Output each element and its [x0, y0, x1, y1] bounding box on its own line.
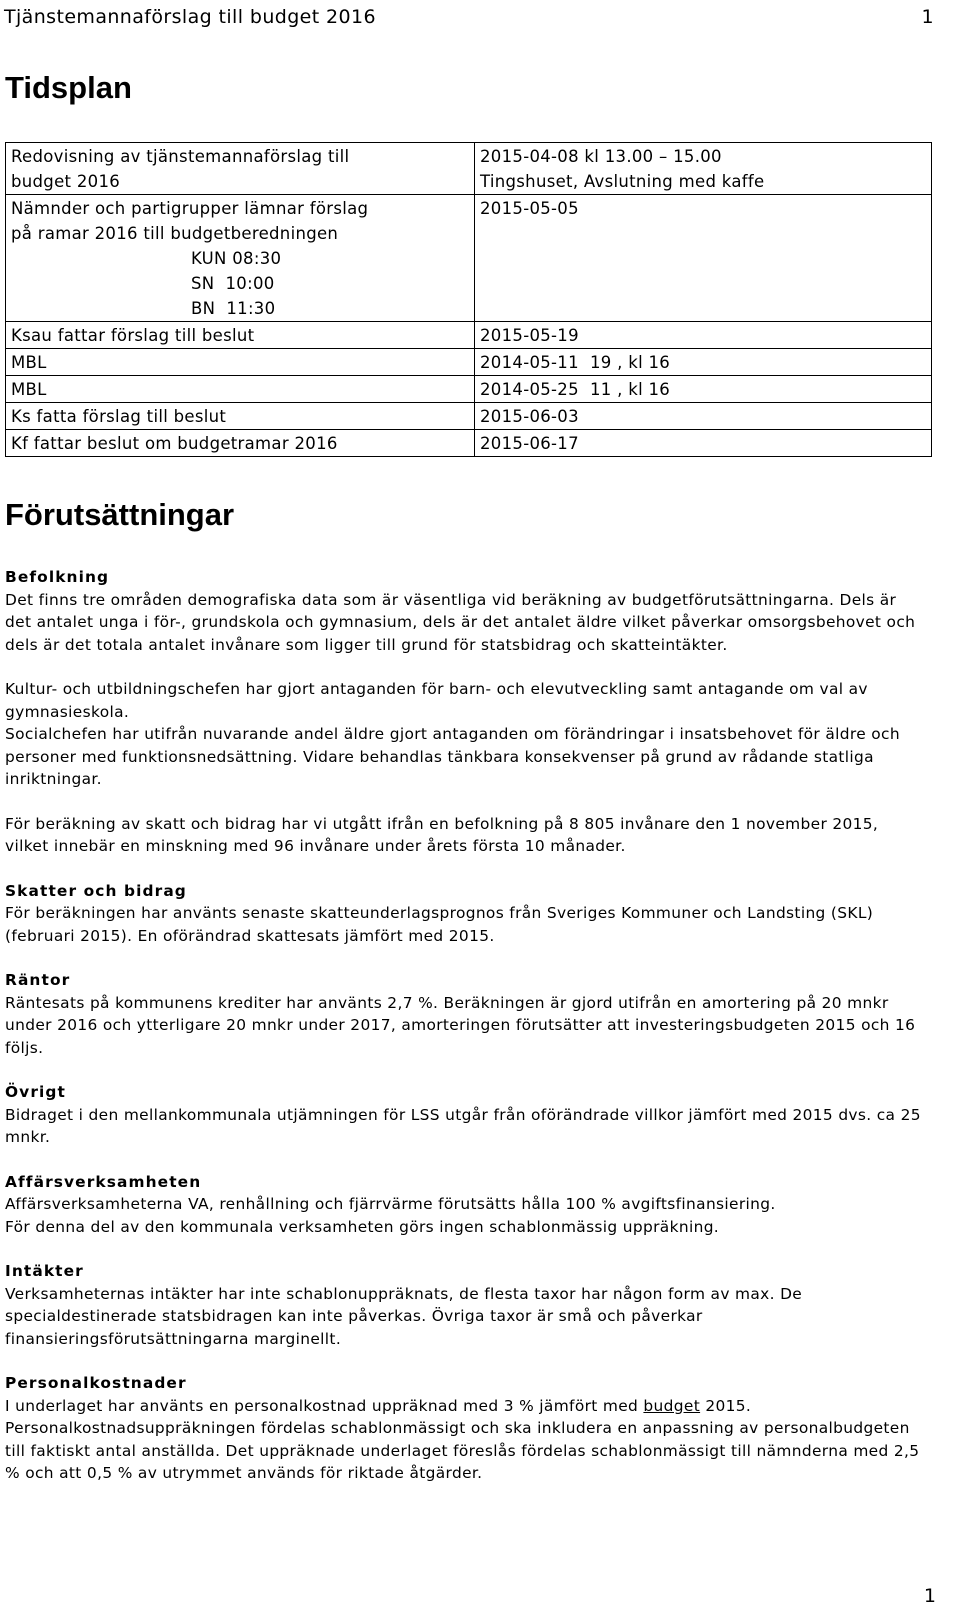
- table-cell: 2014-05-11 19 , kl 16: [475, 349, 932, 376]
- paragraph: Kultur- och utbildningschefen har gjort antaganden för barn- och elevutveckling samt antagande om val av gymnasieskola.: [5, 680, 868, 721]
- cell-line: 2015-05-05: [480, 199, 579, 218]
- section-title-personalkostnader: Personalkostnader: [5, 1374, 187, 1392]
- cell-line: KUN 08:30: [191, 249, 282, 268]
- table-row: [6, 376, 932, 403]
- footer-page-number: 1: [923, 1585, 936, 1607]
- cell-line: 2015-04-08 kl 13.00 – 15.00: [480, 147, 722, 166]
- section-title-intakter: Intäkter: [5, 1262, 84, 1280]
- paragraph: För beräkning av skatt och bidrag har vi utgått ifrån en befolkning på 8 805 invånare den 1 november 2015, vilket innebär en minskning med 96 invånare under årets första 10 månader.: [5, 814, 879, 855]
- table-cell: [475, 143, 932, 195]
- header-page-number: 1: [921, 6, 934, 28]
- section-title-affarsverksamheten: Affärsverksamheten: [5, 1172, 202, 1191]
- heading-tidsplan: Tidsplan: [5, 70, 132, 105]
- table-cell: Kf fattar beslut om budgetramar 2016: [6, 430, 475, 457]
- cell-line: BN 11:30: [191, 299, 276, 318]
- schedule-table: [5, 142, 932, 457]
- document-header: [4, 6, 934, 38]
- paragraph: Affärsverksamheterna VA, renhållning och fjärrvärme förutsätts hålla 100 % avgiftsfinansiering.: [5, 1195, 776, 1213]
- section-title-skatter: Skatter och bidrag: [5, 881, 187, 900]
- table-cell: MBL: [6, 349, 475, 376]
- paragraph: Räntesats på kommunens krediter har använts 2,7 %. Beräkningen är gjord utifrån en amortering på 20 mnkr under 2016 och ytterligare 20 mnkr under 2017, amorteringen förutsätter att investeringsbudgeten 2015 och 16 följs.: [5, 993, 916, 1057]
- table-cell: [6, 195, 475, 322]
- table-row: [6, 349, 932, 376]
- cell-line: budget 2016: [11, 172, 121, 191]
- table-cell: 2015-06-17: [475, 430, 932, 457]
- paragraph: För denna del av den kommunala verksamheten görs ingen schablonmässig uppräkning.: [5, 1217, 720, 1236]
- text-run: I underlaget har använts en personalkostnad uppräknad med 3 % jämfört med: [5, 1396, 644, 1415]
- cell-line: Tingshuset, Avslutning med kaffe: [480, 172, 765, 191]
- table-cell: [6, 143, 475, 195]
- paragraph: Socialchefen har utifrån nuvarande andel äldre gjort antaganden om förändringar i insatsbehovet för äldre och personer med funktionsnedsättning. Vidare behandlas tänkbara konsekvenser på grund av rådande statliga inriktningar.: [5, 725, 900, 788]
- table-cell: 2014-05-25 11 , kl 16: [475, 376, 932, 403]
- table-row: [6, 322, 932, 349]
- section-title-ovrigt: Övrigt: [5, 1083, 66, 1101]
- table-cell: Ksau fattar förslag till beslut: [6, 322, 475, 349]
- section-title-rantor: Räntor: [5, 971, 71, 989]
- header-title: Tjänstemannaförslag till budget 2016: [4, 6, 377, 28]
- cell-line: på ramar 2016 till budgetberedningen: [11, 224, 339, 243]
- table-cell: 2015-06-03: [475, 403, 932, 430]
- table-row: [6, 430, 932, 457]
- cell-line: Redovisning av tjänstemannaförslag till: [11, 147, 350, 166]
- table-cell: MBL: [6, 376, 475, 403]
- budget-link[interactable]: budget: [643, 1396, 701, 1415]
- paragraph: [5, 1395, 925, 1418]
- paragraph: Verksamheternas intäkter har inte schablonuppräknats, de flesta taxor har någon form av max. De specialdestinerade statsbidragen kan inte påverkas. Övriga taxor är små och påverkar finansieringsförutsättningarna marginellt.: [5, 1284, 803, 1348]
- document-body: [5, 566, 925, 1485]
- table-cell: 2015-05-19: [475, 322, 932, 349]
- table-cell: Ks fatta förslag till beslut: [6, 403, 475, 430]
- table-row: [6, 143, 932, 195]
- paragraph: Bidraget i den mellankommunala utjämningen för LSS utgår från oförändrade villkor jämfört med 2015 dvs. ca 25 mnkr.: [5, 1105, 921, 1146]
- section-title-befolkning: Befolkning: [5, 568, 110, 586]
- table-row: [6, 403, 932, 430]
- cell-line: Nämnder och partigrupper lämnar förslag: [11, 199, 369, 218]
- paragraph: Det finns tre områden demografiska data som är väsentliga vid beräkning av budgetförutsättningarna. Dels är det antalet unga i för-, grundskola och gymnasium, dels är det antalet äldre vilket påverkar omsorgsbehovet och dels är det totala antalet invånare som ligger till grund för statsbidrag och skatteintäkter.: [5, 590, 916, 654]
- paragraph: Personalkostnadsuppräkningen fördelas schablonmässigt och ska inkludera en anpassning av personalbudgeten till faktiskt antal anställda. Det uppräknade underlaget föreslås fördelas schablonmässigt till nämnderna med 2,5 % och att 0,5 % av utrymmet används för riktade åtgärder.: [5, 1419, 920, 1482]
- table-row: [6, 195, 932, 322]
- cell-line: SN 10:00: [191, 274, 275, 293]
- text-run: 2015.: [700, 1396, 752, 1415]
- paragraph: För beräkningen har använts senaste skatteunderlagsprognos från Sveriges Kommuner och Landsting (SKL) (februari 2015). En oförändrad skattesats jämfört med 2015.: [5, 904, 874, 945]
- heading-forutsattningar: Förutsättningar: [5, 497, 235, 532]
- table-cell: [475, 195, 932, 322]
